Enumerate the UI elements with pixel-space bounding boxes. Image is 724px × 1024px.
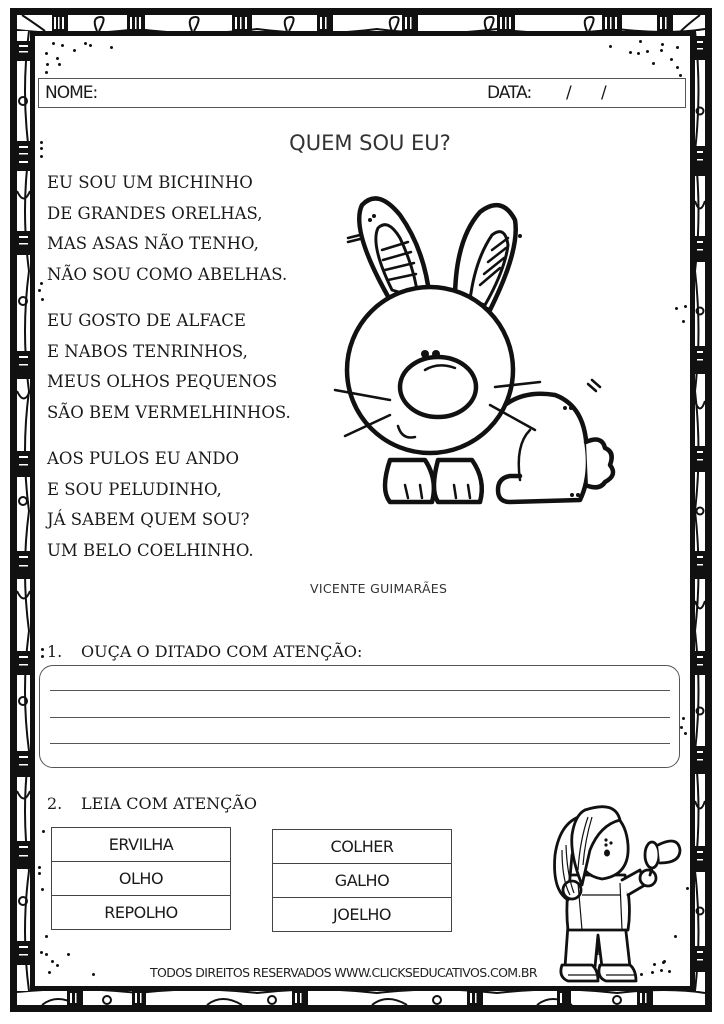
page-title: QUEM SOU EU? <box>289 131 451 155</box>
decorative-border-bottom <box>17 991 705 1005</box>
dictation-answer-area[interactable] <box>39 665 680 768</box>
date-separator: / <box>601 83 606 103</box>
date-label: DATA: <box>487 83 532 103</box>
bunny-illustration <box>330 190 630 510</box>
poem-line: MEUS OLHOS PEQUENOS <box>47 372 278 391</box>
word-table-left <box>51 827 231 930</box>
poem-line: EU SOU UM BICHINHO <box>47 173 253 192</box>
word-cell: ERVILHA <box>52 828 231 862</box>
question-text: LEIA COM ATENÇÃO <box>81 794 258 813</box>
poem <box>47 168 291 582</box>
copyright-footer: TODOS DIREITOS RESERVADOS WWW.CLICKSEDUCATIVOS.COM.BR <box>150 965 537 980</box>
question-number: 2. <box>47 794 63 813</box>
date-separator: / <box>566 83 571 103</box>
answer-line[interactable] <box>50 743 670 744</box>
poem-line: DE GRANDES ORELHAS, <box>47 203 263 223</box>
girl-with-magnifying-glass-illustration <box>540 795 690 990</box>
poem-line: AOS PULOS EU ANDO <box>47 449 240 468</box>
question-2-label <box>47 794 257 813</box>
poem-line: EU GOSTO DE ALFACE <box>47 311 246 330</box>
poem-stanza <box>47 306 291 428</box>
answer-line[interactable] <box>50 717 670 718</box>
answer-line[interactable] <box>50 690 670 691</box>
poem-line: E NABOS TENRINHOS, <box>47 341 248 361</box>
word-cell: REPOLHO <box>52 896 231 930</box>
student-info-header <box>38 78 686 108</box>
word-table-right <box>272 829 452 932</box>
poem-line: SÃO BEM VERMELHINHOS. <box>47 402 291 422</box>
decorative-border-left <box>17 31 30 991</box>
poem-author: VICENTE GUIMARÃES <box>310 581 448 596</box>
question-1-label <box>47 642 362 661</box>
poem-line: UM BELO COELHINHO. <box>47 540 254 560</box>
poem-stanza <box>47 168 291 290</box>
word-cell: GALHO <box>273 864 452 898</box>
poem-line: E SOU PELUDINHO, <box>47 479 222 499</box>
poem-line: JÁ SABEM QUEM SOU? <box>47 510 250 529</box>
word-cell: OLHO <box>52 862 231 896</box>
word-cell: JOELHO <box>273 898 452 932</box>
word-cell: COLHER <box>273 830 452 864</box>
poem-line: NÃO SOU COMO ABELHAS. <box>47 264 288 284</box>
question-number: 1. <box>47 642 63 661</box>
decorative-border-top <box>17 15 705 31</box>
question-text: OUÇA O DITADO COM ATENÇÃO: <box>81 642 363 661</box>
poem-stanza <box>47 444 291 566</box>
decorative-border-right <box>695 31 705 991</box>
poem-line: MAS ASAS NÃO TENHO, <box>47 234 259 253</box>
name-label: NOME: <box>45 83 98 103</box>
